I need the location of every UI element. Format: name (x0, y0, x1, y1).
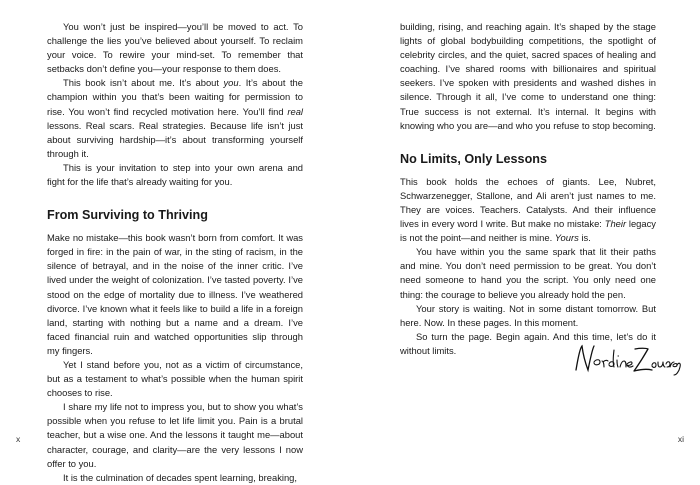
body-paragraph: Make no mistake—this book wasn’t born from comfort. It was forged in fire: in the pain of war, in the sting of racism, in the silence of betrayal, and in the noise of the inner critic. I’ve lived under the weight of colonization. I’ve tasted poverty. I’ve stood on the edge of mortality due to illness. I’ve weathered divorce. I’ve known what it feels like to build a life in a foreign land, starting with nothing but a name and a dream. I’ve faced financial ruin and watched opportunities slip through my fingers. (47, 232, 303, 356)
body-paragraph: You won’t just be inspired—you’ll be moved to act. To challenge the lies you’ve believed about yourself. To reclaim your voice. To rewire your mind-set. To remember that setbacks don’t define you—your response to them does. (47, 21, 303, 75)
body-paragraph: It is the culmination of decades spent learning, breaking, (63, 471, 297, 483)
section-heading-no-limits: No Limits, Only Lessons (400, 151, 547, 166)
body-paragraph: This book isn’t about me. It’s about you. It’s about the champion within you that’s been waiting for permission to rise. You won’t find recycled motivation here. You’ll find real lessons. Real scars. Real strategies. Because life isn’t just about surviving hardship—it’s about transforming yourself through it. (47, 77, 303, 159)
body-paragraph: Your story is waiting. Not in some distant tomorrow. But here. Now. In these pages. In this moment. (400, 302, 656, 328)
body-paragraph: You have within you the same spark that lit their paths and mine. You don’t need permission to be great. You don’t need someone to hand you the script. You only need one thing: the courage to believe you already hold the pen. (400, 246, 656, 300)
body-paragraph: Yet I stand before you, not as a victim of circumstance, but as a testament to what’s possible when the human spirit chooses to rise. (47, 358, 303, 399)
left-page (0, 0, 350, 483)
right-paragraphs-top (400, 20, 656, 133)
left-paragraphs-bottom (47, 231, 303, 485)
body-paragraph: So turn the page. Begin again. And this time, let’s do it without limits. (400, 330, 656, 356)
body-paragraph: building, rising, and reaching again. It’s shaped by the stage lights of global bodybuilding competitions, the spotlight of celebrity circles, and the quiet, sacred spaces of healing and coaching. I’ve shared rooms with billionaires and spiritual seekers. I’ve spoken with presidents and washed dishes in silence. Through it all, I’ve come to understand one thing: True success is not external. It’s internal. It begins with knowing who you are—and who you refuse to stop becoming. (400, 21, 656, 131)
body-paragraph: This book holds the echoes of giants. Lee, Nubret, Schwarzenegger, Stallone, and Ali aren’t just names to me. They are voices. Teachers. Catalysts. And their influence lives in every word I write. But make no mistake: Their legacy is not the point—and neither is mine. Yours is. (400, 175, 656, 244)
body-paragraph: I share my life not to impress you, but to show you what’s possible when you refuse to let life limit you. Pain is a brutal teacher, but a wise one. And the lessons it taught me—about character, courage, and clarity—are the very lessons I now offer to you. (47, 401, 303, 469)
page-number-left: x (16, 434, 21, 444)
right-paragraphs-bottom (400, 175, 656, 358)
left-text-column (47, 20, 303, 485)
left-paragraphs-top (47, 20, 303, 189)
right-text-column (400, 20, 656, 358)
section-heading-surviving-to-thriving: From Surviving to Thriving (47, 208, 208, 223)
page-number-right: xi (677, 434, 684, 444)
author-signature (572, 340, 682, 378)
body-paragraph: This is your invitation to step into your own arena and fight for the life that’s already waiting for you. (47, 161, 303, 188)
right-page (350, 0, 700, 477)
